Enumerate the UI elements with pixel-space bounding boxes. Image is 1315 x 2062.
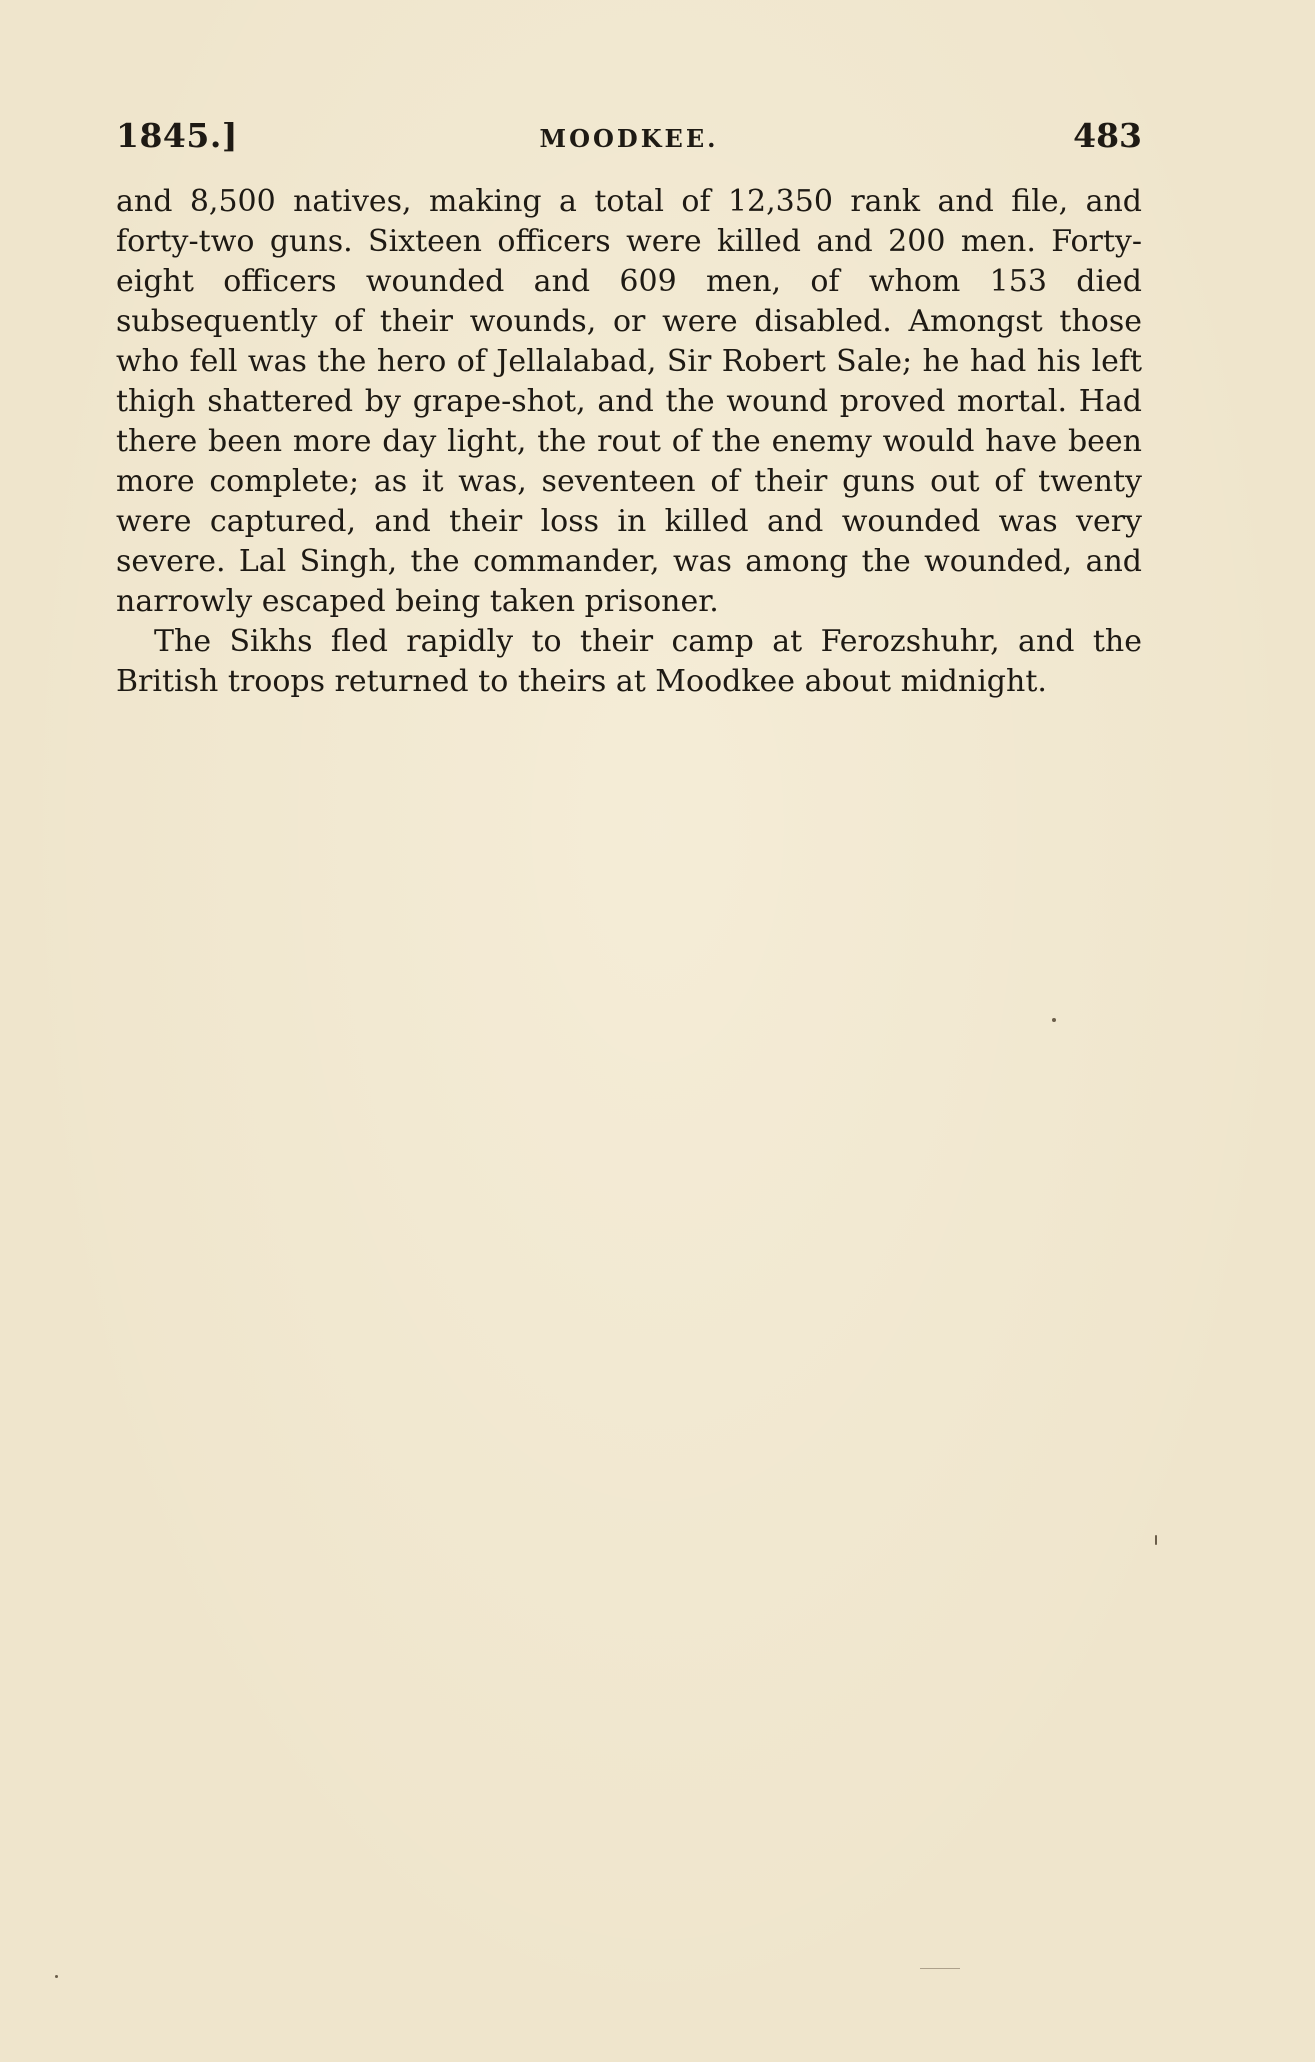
body-text	[116, 182, 1142, 702]
header-title: MOODKEE.	[539, 124, 719, 153]
paper-speck	[1155, 1535, 1157, 1545]
paragraph-2: The Sikhs fled rapidly to their camp at Ferozshuhr, and the British troops returned to theirs at Moodkee about midnight.	[116, 624, 1142, 699]
running-header	[116, 116, 1142, 166]
paper-speck	[55, 1975, 58, 1978]
paper-speck	[920, 1968, 960, 1969]
page-number: 483	[1073, 116, 1142, 155]
paper-speck	[1052, 1018, 1056, 1022]
header-year: 1845.]	[116, 116, 238, 155]
paragraph-1: and 8,500 natives, making a total of 12,350 rank and file, and forty-two guns. Sixteen officers were killed and 200 men. Forty-eight officers wounded and 609 men, of whom 153 died subsequently of their wounds, or were disabled. Amongst those who fell was the hero of Jellalabad, Sir Robert Sale; he had his left thigh shattered by grape-shot, and the wound proved mortal. Had there been more day light, the rout of the enemy would have been more complete; as it was, seventeen of their guns out of twenty were captured, and their loss in killed and wounded was very severe. Lal Singh, the commander, was among the wounded, and narrowly escaped being taken prisoner.	[116, 184, 1142, 619]
